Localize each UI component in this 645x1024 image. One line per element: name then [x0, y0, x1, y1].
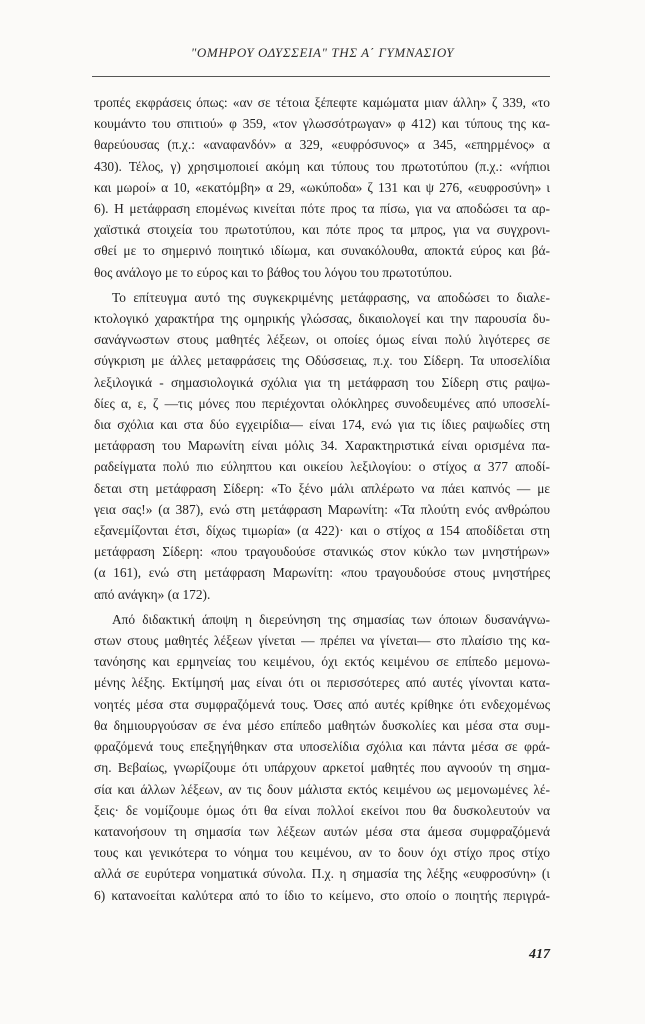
text-line: σανάγνωστων στους μαθητές λέξεων, οι οποίες όμως είναι πολύ λιγότερες σε — [94, 332, 550, 348]
text-line: ξεις· δε νομίζουμε όμως ότι θα είναι πολλοί εκείνοι που θα δυσκολευτούν να — [94, 802, 550, 818]
text-line: 6) κατανοείται καλύτερα από το ίδιο το κείμενο, στο οποίο ο ποιητής περιγρά- — [94, 887, 550, 903]
text-line: αλλά σε ευρύτερα νοηματικά σύνολα. Π.χ. η σημασία της λέξης «ευφροσύνη» (ι — [94, 866, 550, 882]
text-line: (α 161), ενώ στη μετάφραση Μαρωνίτη: «που τραγουδούσε στους μνηστήρες — [94, 565, 550, 581]
running-header: "ΟΜΗΡΟΥ ΟΔΥΣΣΕΙΑ" ΤΗΣ Α΄ ΓΥΜΝΑΣΙΟΥ — [190, 45, 455, 60]
text-line: τανόησης και ερμηνείας του κειμένου, όχι εκτός κειμένου σε επίπεδο μεμονω- — [94, 654, 550, 670]
text-line: θα δημιουργούσαν σε ένα μέσο επίπεδο μαθητών δυσκολίες και μέσα στα συμ- — [94, 717, 550, 733]
text-line: μένης λέξης. Εκτίμησή μας είναι ότι οι περισσότερες από αυτές γίνονται κατα- — [94, 675, 550, 691]
text-line: χαϊστικά στοιχεία του πρωτοτύπου, και πότε προς τα μπρος, για να συγχρονι- — [94, 222, 550, 238]
text-line: από ανάγκη» (α 172). — [94, 586, 211, 602]
text-line: 430). Τέλος, γ) χρησιμοποιεί ακόμη και τύπους του πρωτοτύπου (π.χ.: «νήπιοι — [94, 158, 550, 174]
paragraph-3 — [94, 609, 550, 906]
text-line: Από διδακτική άποψη η διερεύνηση της σημασίας των όποιων δυσανάγνω- — [112, 611, 550, 627]
text-line: ραδείγματα πολύ πιο εύληπτου και οικείου λεξιλογίου: ο στίχος α 377 αποδί- — [94, 459, 550, 475]
text-line: θαρεύουσας (π.χ.: «αναφανδόν» α 329, «ευφρόσυνος» α 345, «επηρμένος» α — [94, 137, 550, 153]
text-line: νοητές μέσα στα συμφραζόμενά τους. Όσες από αυτές κρίθηκε ότι ενδεχομένως — [94, 696, 550, 712]
text-line: και μωροί» α 10, «εκατόμβη» α 29, «ωκύποδα» ζ 131 και ψ 276, «ευφροσύνη» ι — [94, 179, 550, 195]
text-line: τους και γενικότερα το νόημα του κειμένου, αν το δουν όχι στίχο προς στίχο — [94, 845, 550, 861]
text-line: τροπές εκφράσεις όπως: «αν σε τέτοια ξέπεφτε καμώματα μιαν άλλη» ζ 339, «το — [94, 95, 550, 110]
text-line: Το επίτευγμα αυτό της συγκεκριμένης μετάφρασης, να αποδώσει το διαλε- — [112, 289, 550, 305]
text-line: μετάφραση Σίδερη: «που τραγουδούσε στανικώς στον κύκλο των μνηστήρων» — [94, 544, 550, 560]
paragraph-1 — [94, 92, 550, 283]
text-line: εξανεμίζονται έτσι, δίχως τιμωρία» (α 422)· και ο στίχος α 154 αποδίδεται στη — [94, 523, 550, 539]
text-line: στων στους μαθητές λέξεων γίνεται — πρέπει να γίνεται— στο πλαίσιο της κα- — [94, 633, 550, 649]
paragraph-2 — [94, 287, 550, 605]
text-line: κτολογικό χαρακτήρα της ομηρικής γλώσσας, δικαιολογεί και την παρουσία δυ- — [94, 311, 550, 327]
text-line: κουμάντο του σπιτιού» φ 359, «τον γλωσσότρωγαν» φ 412) και τύπους της κα- — [94, 116, 550, 132]
text-line: σθεί με το σημερινό ποιητικό ιδίωμα, και συνακόλουθα, αποκτά εύρος και βά- — [94, 243, 550, 259]
text-line: σία και άλλων λέξεων, αν τις δουν μάλιστα εκτός κειμένου ως μεμονωμένες λέ- — [94, 781, 550, 797]
header-rule — [92, 76, 550, 77]
body-text — [94, 92, 550, 910]
text-line: δίες α, ε, ζ —τις μόνες που περιέχονται ολόκληρες συνοδευμένες από υποσελί- — [94, 395, 550, 411]
text-line: σύγκριση με άλλες μεταφράσεις της Οδύσσειας, π.χ. του Σίδερη. Τα υποσελίδια — [94, 353, 550, 369]
text-line: κατανοήσουν τη σημασία των λέξεων αυτών μέσα στα άμεσα συμφραζόμενά — [94, 823, 550, 839]
text-line: γεια σας!» (α 387), ενώ στη μετάφραση Μαρωνίτη: «Τα πλούτη ενός ανθρώπου — [94, 501, 550, 517]
text-line: φραζόμενά τους επεξηγήθηκαν στα υποσελίδια σχόλια και πάντα μέσα σε φρά- — [94, 739, 550, 755]
text-line: 6). Η μετάφραση επομένως κινείται πότε προς τα πίσω, για να αποδώσει τα αρ- — [94, 201, 550, 217]
page-number: 417 — [529, 947, 550, 962]
text-line: μετάφραση του Μαρωνίτη είναι μόλις 34. Χαρακτηριστικά είναι ορισμένα πα- — [94, 438, 550, 454]
text-line: ση. Βεβαίως, γνωρίζουμε ότι υπάρχουν αρκετοί μαθητές που αγνοούν τη σημα- — [94, 760, 550, 776]
text-line: δεται στη μετάφραση Σίδερη: «Το ξένο μάλι απλέρωτο να πάει καπνός — με — [94, 480, 550, 496]
text-line: θος ανάλογο με το εύρος και το βάθος του λόγου του πρωτοτύπου. — [94, 264, 453, 280]
text-line: δια σχόλια και στα δύο εγχειρίδια— είναι 174, ενώ για τις ίδιες ραψωδίες στη — [94, 417, 550, 433]
text-line: λεξιλογικά - σημασιολογικά σχόλια για τη μετάφραση του Σίδερη στις ραψω- — [94, 374, 550, 390]
